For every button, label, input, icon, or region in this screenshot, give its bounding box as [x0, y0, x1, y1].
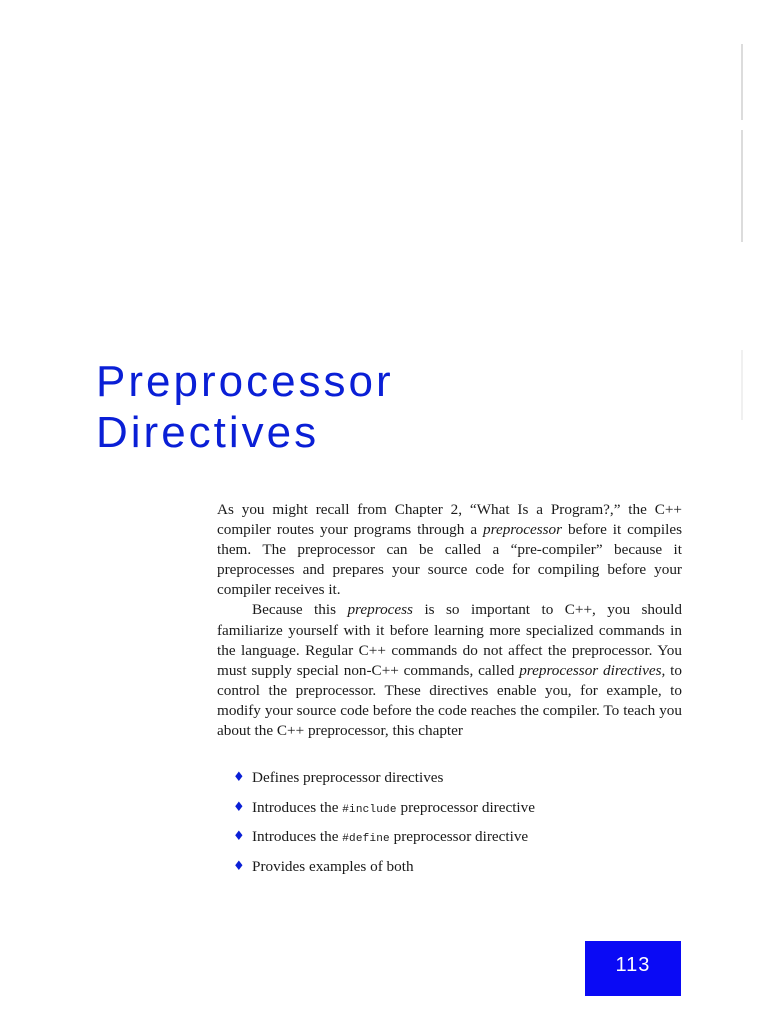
page-edge-mark: [741, 130, 743, 242]
body-text: [217, 500, 682, 741]
diamond-bullet-icon: ♦: [233, 770, 245, 785]
list-item: [233, 857, 673, 887]
diamond-bullet-icon: ♦: [233, 858, 245, 874]
text-run: Introduces the: [252, 798, 343, 816]
chapter-title-line-2: Directives: [96, 408, 320, 457]
code-keyword: #include: [342, 803, 397, 816]
paragraph-second: [217, 600, 682, 741]
list-item: [233, 798, 673, 828]
emphasis-term: preprocess: [347, 601, 413, 619]
chapter-title: [96, 356, 394, 458]
emphasis-term: preprocessor: [483, 521, 563, 539]
diamond-bullet-icon: ♦: [233, 799, 245, 815]
emphasis-term: preprocessor directives,: [519, 661, 666, 679]
code-keyword: #define: [342, 833, 390, 845]
chapter-topics-list: [233, 768, 673, 886]
chapter-title-line-1: Preprocessor: [96, 357, 394, 406]
text-run: preprocessor directive: [396, 798, 535, 816]
text-run: is so important to C++, you should familiarize yourself with it before learning more specialized commands in the language. Regular C++ commands do not affect the preprocessor. You must supply special non-C++ commands, called: [217, 601, 682, 679]
text-run: to control the preprocessor. These directives enable you, for example, to modify your source code before the code reaches the compiler. To teach you about the C++ preprocessor, this chapter: [217, 661, 682, 740]
text-run: Introduces the: [252, 828, 343, 845]
list-item-text: Defines preprocessor directives: [252, 769, 444, 786]
list-item-text: [252, 827, 528, 849]
diamond-bullet-icon: ♦: [233, 829, 245, 844]
page-number: 113: [615, 954, 651, 976]
list-item-text: [252, 798, 535, 820]
page-edge-mark: [741, 44, 743, 120]
list-item: [233, 768, 673, 798]
text-run: preprocessor directive: [389, 828, 529, 845]
text-run: before it compiles them. The preprocessor can be called a “pre-compiler” because it preprocesses and prepares your source code for compiling before your compiler receives it.: [217, 521, 682, 599]
page-number-box: [585, 941, 681, 996]
text-run: As you might recall from Chapter 2, “What Is a Program?,” the C++ compiler routes your programs through a: [217, 501, 682, 539]
paragraph-intro: [217, 500, 682, 600]
list-item: [233, 827, 673, 857]
list-item-text: Provides examples of both: [252, 857, 414, 875]
page-edge-mark: [741, 350, 743, 420]
text-run: Because this: [252, 601, 348, 619]
